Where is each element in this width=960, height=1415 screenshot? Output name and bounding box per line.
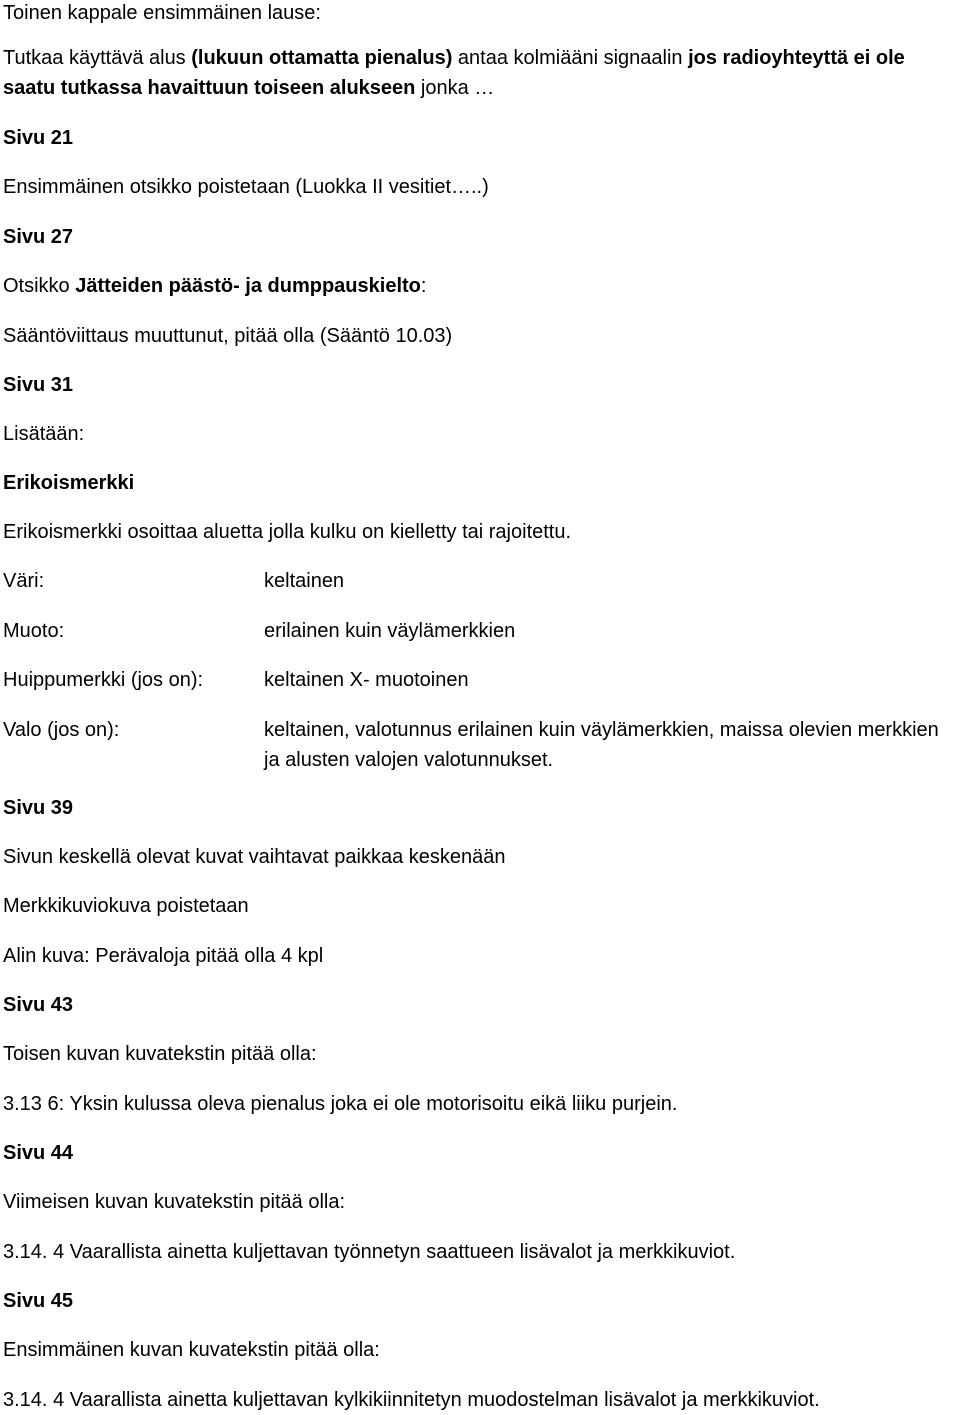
s39-line-2: Merkkikuviokuva poistetaan — [3, 895, 249, 917]
row-label-shape: Muoto: — [3, 620, 65, 642]
s31-added: Lisätään: — [3, 423, 85, 445]
intro-text-2: antaa kolmiääni signaalin — [452, 47, 689, 69]
page-ref-21: Sivu 21 — [3, 127, 74, 149]
s44-caption: 3.14. 4 Vaarallista ainetta kuljettavan työnnetyn saattueen lisävalot ja merkkikuviot. — [3, 1241, 736, 1263]
s27-title-prefix: Otsikko — [3, 275, 76, 297]
page-ref-39: Sivu 39 — [3, 797, 74, 819]
s45-caption: 3.14. 4 Vaarallista ainetta kuljettavan kylkikiinnitetyn muodostelman lisävalot ja merkkikuviot. — [3, 1389, 820, 1411]
s43-caption: 3.13 6: Yksin kulussa oleva pienalus joka ei ole motorisoitu eikä liiku purjein. — [3, 1093, 678, 1115]
intro-bold-1: (lukuun ottamatta pienalus) — [191, 47, 453, 69]
row-value-color: keltainen — [264, 570, 345, 592]
s27-title — [3, 274, 426, 298]
row-value-shape: erilainen kuin väylämerkkien — [264, 620, 516, 642]
intro-heading: Toinen kappale ensimmäinen lause: — [3, 2, 321, 24]
s43-text: Toisen kuvan kuvatekstin pitää olla: — [3, 1043, 317, 1065]
s39-line-3: Alin kuva: Perävaloja pitää olla 4 kpl — [3, 945, 324, 967]
s31-heading: Erikoismerkki — [3, 472, 135, 494]
s27-title-bold: Jätteiden päästö- ja dumppauskielto — [75, 275, 421, 297]
page-ref-44: Sivu 44 — [3, 1142, 74, 1164]
row-value-light: keltainen, valotunnus erilainen kuin väylämerkkien, maissa olevien merkkien ja alusten valojen valotunnukset. — [264, 719, 939, 771]
s27-text: Sääntöviittaus muuttunut, pitää olla (Sääntö 10.03) — [3, 325, 453, 347]
s44-text: Viimeisen kuvan kuvatekstin pitää olla: — [3, 1191, 346, 1213]
row-label-color: Väri: — [3, 570, 45, 592]
intro-text-3: jonka … — [415, 77, 495, 99]
row-label-light: Valo (jos on): — [3, 719, 120, 741]
s45-text: Ensimmäinen kuvan kuvatekstin pitää olla: — [3, 1339, 380, 1361]
row-value-topmark: keltainen X- muotoinen — [264, 669, 469, 691]
s27-title-suffix: : — [420, 275, 427, 297]
intro-text-1: Tutkaa käyttävä alus — [3, 47, 192, 69]
page-ref-31: Sivu 31 — [3, 374, 74, 396]
intro-bold-2: jos radioyhteyttä ei ole saatu tutkassa havaittuun toiseen alukseen — [3, 47, 905, 99]
s31-desc: Erikoismerkki osoittaa aluetta jolla kulku on kielletty tai rajoitettu. — [3, 521, 572, 543]
page-ref-27: Sivu 27 — [3, 226, 74, 248]
intro-paragraph — [3, 43, 958, 103]
s21-text: Ensimmäinen otsikko poistetaan (Luokka II vesitiet…..) — [3, 176, 489, 198]
s39-line-1: Sivun keskellä olevat kuvat vaihtavat paikkaa keskenään — [3, 846, 506, 868]
row-label-topmark: Huippumerkki (jos on): — [3, 669, 204, 691]
page-ref-45: Sivu 45 — [3, 1290, 74, 1312]
page-ref-43: Sivu 43 — [3, 994, 74, 1016]
